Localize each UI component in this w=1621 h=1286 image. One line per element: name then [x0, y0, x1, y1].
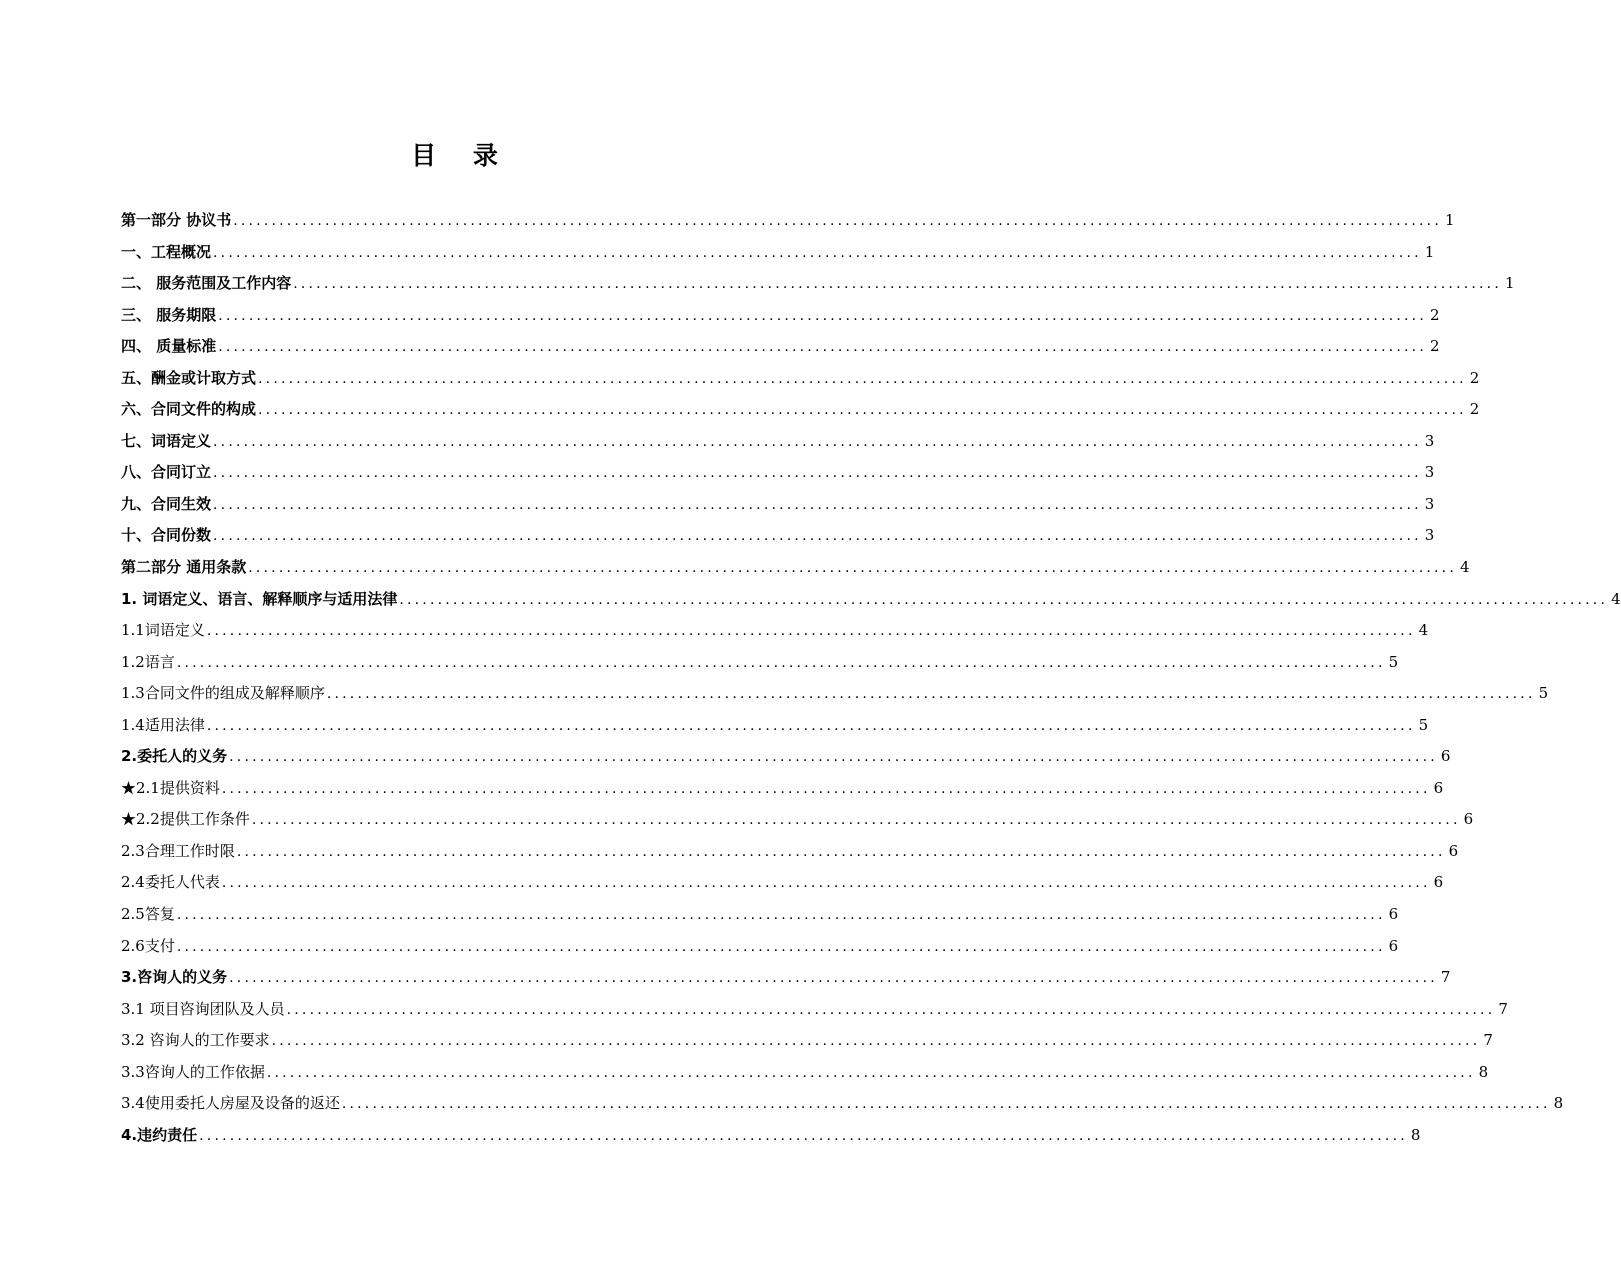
toc-dot-leader: ..............................................................................................................................................................	[221, 875, 1431, 892]
toc-dot-leader: ..............................................................................................................................................................	[206, 717, 1416, 734]
toc-entry-text: 四、 质量标准	[121, 337, 217, 356]
toc-entry[interactable]	[121, 615, 1429, 647]
toc-dot-leader: ..............................................................................................................................................................	[326, 686, 1536, 703]
toc-dot-leader: ..............................................................................................................................................................	[221, 780, 1431, 797]
toc-entry-text: 第二部分 通用条款	[121, 558, 247, 577]
toc-page-number: 4	[1459, 558, 1470, 577]
toc-page-number: 1	[1424, 242, 1435, 261]
toc-entry[interactable]	[121, 300, 1440, 332]
toc-entry-text: ★2.1提供资料	[121, 778, 220, 797]
toc-entry-text: 1.4适用法律	[121, 715, 205, 734]
toc-page-number: 6	[1440, 747, 1451, 766]
toc-dot-leader: ..............................................................................................................................................................	[248, 560, 1457, 577]
toc-entry[interactable]	[121, 647, 1399, 679]
toc-page-number: 5	[1388, 652, 1399, 671]
toc-dot-leader: ..............................................................................................................................................................	[213, 528, 1422, 545]
toc-entry-text: 二、 服务范围及工作内容	[121, 274, 292, 293]
toc-page-number: 6	[1388, 936, 1399, 955]
toc-dot-leader: ..............................................................................................................................................................	[199, 1127, 1408, 1144]
toc-entry[interactable]	[121, 552, 1470, 584]
toc-page-number: 3	[1424, 463, 1435, 482]
toc-dot-leader: ..............................................................................................................................................................	[293, 276, 1502, 293]
toc-entry[interactable]	[121, 836, 1459, 868]
toc-dot-leader: ..............................................................................................................................................................	[258, 370, 1467, 387]
toc-entry-text: 2.委托人的义务	[121, 747, 228, 766]
toc-page-number: 6	[1463, 810, 1474, 829]
toc-entry[interactable]	[121, 931, 1399, 963]
toc-page-number: 1	[1504, 274, 1515, 293]
toc-page-number: 3	[1424, 526, 1435, 545]
toc-page-number: 6	[1433, 873, 1444, 892]
toc-entry[interactable]	[121, 899, 1399, 931]
toc-dot-leader: ..............................................................................................................................................................	[229, 749, 1438, 766]
toc-entry[interactable]	[121, 1088, 1564, 1120]
toc-entry[interactable]	[121, 678, 1549, 710]
toc-dot-leader: ..............................................................................................................................................................	[176, 907, 1386, 924]
toc-entry-text: 1.3合同文件的组成及解释顺序	[121, 684, 325, 703]
toc-entry[interactable]	[121, 268, 1515, 300]
toc-entry[interactable]	[121, 331, 1440, 363]
toc-entry[interactable]	[121, 867, 1444, 899]
toc-page-number: 3	[1424, 431, 1435, 450]
toc-entry-text: 3.2 咨询人的工作要求	[121, 1031, 270, 1050]
toc-entry-text: 五、酬金或计取方式	[121, 368, 257, 387]
toc-entry-text: 七、词语定义	[121, 431, 212, 450]
toc-page-number: 2	[1429, 337, 1440, 356]
toc-dot-leader: ..............................................................................................................................................................	[229, 970, 1438, 987]
toc-entry[interactable]	[121, 520, 1435, 552]
toc-dot-leader: ..............................................................................................................................................................	[176, 938, 1386, 955]
toc-dot-leader: ..............................................................................................................................................................	[271, 1033, 1481, 1050]
toc-dot-leader: ..............................................................................................................................................................	[176, 654, 1386, 671]
toc-page-number: 5	[1418, 715, 1429, 734]
toc-dot-leader: ..............................................................................................................................................................	[399, 591, 1609, 608]
toc-dot-leader: ..............................................................................................................................................................	[206, 623, 1416, 640]
toc-entry-text: ★2.2提供工作条件	[121, 810, 250, 829]
toc-entry[interactable]	[121, 1057, 1489, 1089]
toc-entry[interactable]	[121, 710, 1429, 742]
toc-page-number: 8	[1478, 1062, 1489, 1081]
toc-entry-text: 九、合同生效	[121, 494, 212, 513]
toc-entry-text: 1.2语言	[121, 652, 175, 671]
toc-dot-leader: ..............................................................................................................................................................	[213, 496, 1422, 513]
toc-entry-text: 3.3咨询人的工作依据	[121, 1062, 265, 1081]
toc-page-number: 2	[1429, 305, 1440, 324]
toc-dot-leader: ..............................................................................................................................................................	[213, 433, 1422, 450]
toc-entry[interactable]	[121, 1120, 1421, 1152]
toc-entry-text: 一、工程概况	[121, 242, 212, 261]
toc-dot-leader: ..............................................................................................................................................................	[286, 1001, 1496, 1018]
toc-entry[interactable]	[121, 994, 1508, 1026]
toc-entry[interactable]	[121, 426, 1435, 458]
toc-page-number: 5	[1538, 684, 1549, 703]
toc-entry[interactable]	[121, 237, 1435, 269]
toc-entry[interactable]	[121, 205, 1455, 237]
toc-entry[interactable]	[121, 394, 1480, 426]
toc-entry[interactable]	[121, 1025, 1493, 1057]
toc-dot-leader: ..............................................................................................................................................................	[233, 213, 1442, 229]
toc-entry[interactable]	[121, 489, 1435, 521]
toc-entry-text: 2.5答复	[121, 905, 175, 924]
toc-entry-text: 4.违约责任	[121, 1125, 198, 1144]
toc-entry-text: 2.4委托人代表	[121, 873, 220, 892]
toc-entry-text: 1. 词语定义、语言、解释顺序与适用法律	[121, 589, 398, 608]
toc-dot-leader: ..............................................................................................................................................................	[218, 307, 1427, 324]
toc-entry-text: 1.1词语定义	[121, 621, 205, 640]
toc-dot-leader: ..............................................................................................................................................................	[266, 1064, 1476, 1081]
toc-page-number: 6	[1433, 778, 1444, 797]
toc-entry-text: 八、合同订立	[121, 463, 212, 482]
toc-page-number: 3	[1424, 494, 1435, 513]
toc-title: 目 录	[411, 141, 512, 170]
toc-dot-leader: ..............................................................................................................................................................	[218, 339, 1427, 356]
toc-page-number: 7	[1440, 968, 1451, 987]
toc-entry[interactable]	[121, 741, 1451, 773]
toc-entry-text: 六、合同文件的构成	[121, 400, 257, 419]
toc-entry-text: 2.6支付	[121, 936, 175, 955]
toc-page-number: 1	[1444, 211, 1455, 229]
toc-dot-leader: ..............................................................................................................................................................	[213, 465, 1422, 482]
toc-entry[interactable]	[121, 804, 1474, 836]
toc-page-number: 2	[1469, 400, 1480, 419]
toc-page-number: 6	[1388, 905, 1399, 924]
toc-entry-text: 2.3合理工作时限	[121, 841, 235, 860]
toc-entry[interactable]	[121, 457, 1435, 489]
toc-page-number: 6	[1448, 841, 1459, 860]
toc-page-number: 2	[1469, 368, 1480, 387]
toc-entry[interactable]	[121, 773, 1444, 805]
toc-entry-text: 十、合同份数	[121, 526, 212, 545]
toc-entry-text: 3.咨询人的义务	[121, 968, 228, 987]
toc-page-number: 4	[1418, 621, 1429, 640]
toc-entry[interactable]	[121, 363, 1480, 395]
toc-entry-text: 3.1 项目咨询团队及人员	[121, 999, 285, 1018]
toc-entry[interactable]	[121, 584, 1621, 616]
toc-page-number: 8	[1410, 1125, 1421, 1144]
toc-page-number: 8	[1553, 1094, 1564, 1113]
toc-dot-leader: ..............................................................................................................................................................	[258, 402, 1467, 419]
toc-page-number: 7	[1498, 999, 1508, 1018]
toc-dot-leader: ..............................................................................................................................................................	[341, 1096, 1551, 1113]
toc-page-number: 7	[1483, 1031, 1493, 1050]
toc-dot-leader: ..............................................................................................................................................................	[213, 244, 1422, 261]
toc-entry-text: 3.4使用委托人房屋及设备的返还	[121, 1094, 340, 1113]
toc-dot-leader: ..............................................................................................................................................................	[251, 812, 1461, 829]
toc-entry-text: 第一部分 协议书	[121, 211, 232, 229]
toc-page-number: 4	[1611, 589, 1621, 608]
toc-dot-leader: ..............................................................................................................................................................	[236, 843, 1446, 860]
toc-entry-text: 三、 服务期限	[121, 305, 217, 324]
toc-list	[121, 205, 1621, 1151]
toc-entry[interactable]	[121, 962, 1451, 994]
